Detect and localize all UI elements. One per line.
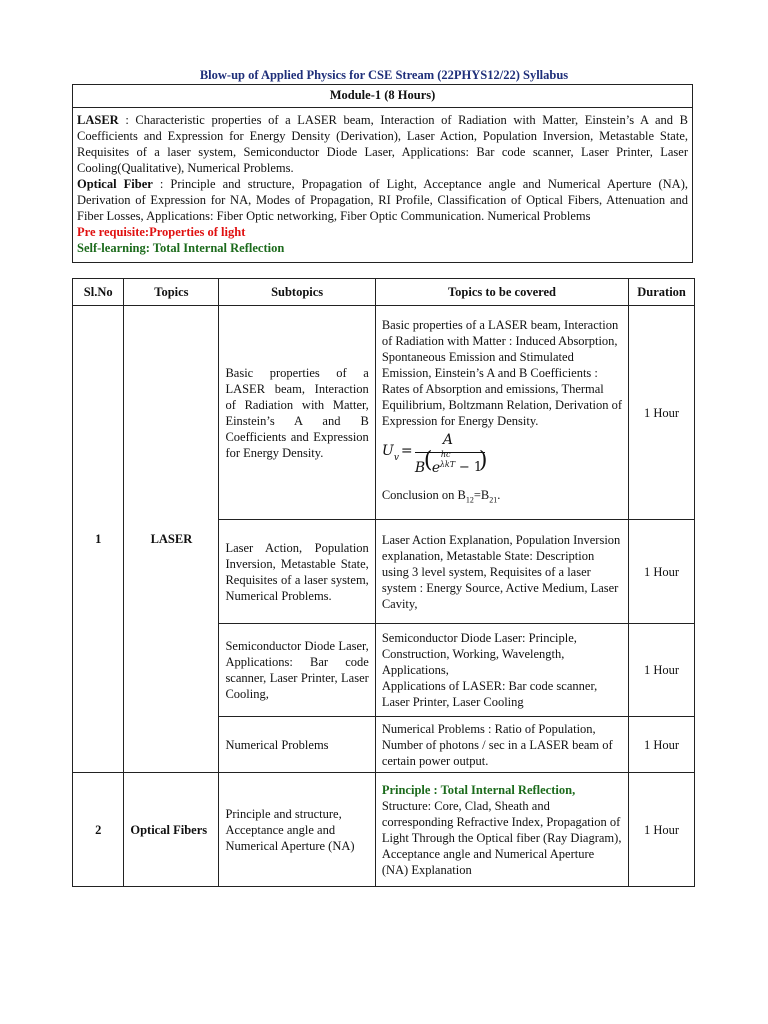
laser-label: LASER bbox=[77, 113, 119, 127]
formula-equals: = bbox=[400, 442, 413, 459]
laser-text: : Characteristic properties of a LASER beam, Interaction of Radiation with Matter, Einstein’s A and B Coefficients and Expression for Energy Density (Derivation), Laser Action, Population Inversion, Metastable State, Requisites of a laser system, Semiconductor Diode Laser, Applications: Bar code scanner, Laser Printer, Laser Cooling(Qualitative), Numerical Problems. bbox=[77, 113, 688, 175]
fiber-text: : Principle and structure, Propagation of Light, Acceptance angle and Numerical Aperture (NA), Derivation of Expression for NA, Modes of Propagation, RI Profile, Classification of Optical Fibers, Attenuation and Fiber Losses, Applications: Fiber Optic networking, Fiber Optic Communication. Numerical Problems bbox=[77, 177, 688, 223]
module-box bbox=[72, 84, 693, 263]
duration-cell: 1 Hour bbox=[629, 717, 695, 773]
fiber-sl-no: 2 bbox=[73, 773, 124, 887]
table-row bbox=[73, 306, 695, 520]
subtopic-cell: Principle and structure, Acceptance angle and Numerical Aperture (NA) bbox=[219, 773, 375, 887]
laser-topic: LASER bbox=[124, 306, 219, 773]
formula-A: A bbox=[442, 431, 453, 448]
subtopic-cell: Basic properties of a LASER beam, Interaction of Radiation with Matter, Einstein’s A and B Coefficients and Expression for Energy Density. bbox=[219, 306, 375, 520]
covered-line-1: Semiconductor Diode Laser: Principle, Construction, Working, Wavelength, Applications, bbox=[381, 631, 577, 677]
duration-cell: 1 Hour bbox=[629, 773, 695, 887]
fiber-label: Optical Fiber bbox=[77, 177, 153, 191]
formula-lambda-kt: λkT bbox=[439, 459, 456, 469]
formula-left-paren: ( bbox=[423, 447, 433, 473]
formula-minus-one: − 1 bbox=[458, 459, 483, 475]
laser-paragraph bbox=[77, 112, 688, 176]
covered-text: Basic properties of a LASER beam, Interaction of Radiation with Matter : Induced Absorption, Spontaneous Emission and Stimulated Emission, Einstein’s A and B Coefficients : Rates of Absorption and emissions, Thermal Equilibrium, Boltzmann Relation, Derivation of Expression for Energy Density. bbox=[381, 317, 623, 428]
formula-U: U bbox=[381, 442, 394, 459]
subtopic-cell: Laser Action, Population Inversion, Metastable State, Requisites of a laser system, Numerical Problems. bbox=[219, 520, 375, 624]
covered-cell bbox=[375, 773, 628, 887]
header-subtopics: Subtopics bbox=[219, 279, 375, 306]
formula-hc: hc bbox=[440, 449, 451, 459]
duration-cell: 1 Hour bbox=[629, 520, 695, 624]
fiber-principle: Principle : Total Internal Reflection, bbox=[381, 782, 576, 797]
topics-table bbox=[72, 278, 695, 887]
document-title: Blow-up of Applied Physics for CSE Stream (22PHYS12/22) Syllabus bbox=[199, 68, 569, 82]
duration-cell: 1 Hour bbox=[629, 624, 695, 717]
covered-cell: Numerical Problems : Ratio of Population, Number of photons / sec in a LASER beam of certain power output. bbox=[375, 717, 628, 773]
conclusion-prefix: Conclusion on B bbox=[381, 487, 466, 502]
formula-right-paren: ) bbox=[478, 447, 488, 473]
subtopic-cell: Semiconductor Diode Laser, Applications: Bar code scanner, Laser Printer, Laser Cooling, bbox=[219, 624, 375, 717]
conclusion-suffix: . bbox=[497, 487, 501, 502]
conclusion-sub-21: 21 bbox=[489, 495, 498, 505]
subtopic-cell: Numerical Problems bbox=[219, 717, 375, 773]
energy-density-formula bbox=[381, 431, 622, 483]
formula-e: e bbox=[431, 459, 441, 476]
header-duration: Duration bbox=[629, 279, 695, 306]
fiber-covered-text: Structure: Core, Clad, Sheath and corresponding Refractive Index, Propagation of Light Through the Optical fiber (Ray Diagram), Acceptance angle and Numerical Aperture (NA) Explanation bbox=[381, 798, 622, 877]
conclusion-sub-12: 12 bbox=[465, 495, 474, 505]
table-row bbox=[73, 773, 695, 887]
module-description bbox=[73, 108, 692, 262]
header-topics: Topics bbox=[124, 279, 219, 306]
fiber-paragraph bbox=[77, 176, 688, 224]
covered-line-2: Applications of LASER: Bar code scanner, Laser Printer, Laser Cooling bbox=[381, 679, 598, 709]
fiber-topic: Optical Fibers bbox=[124, 773, 219, 887]
conclusion-text bbox=[382, 487, 622, 509]
prerequisite-line: Pre requisite:Properties of light bbox=[77, 225, 246, 239]
self-learning-line: Self-learning: Total Internal Reflection bbox=[77, 241, 285, 255]
covered-cell bbox=[375, 624, 628, 717]
header-sl-no: Sl.No bbox=[73, 279, 124, 306]
duration-cell: 1 Hour bbox=[629, 306, 695, 520]
header-topics-covered: Topics to be covered bbox=[375, 279, 628, 306]
table-header-row bbox=[73, 279, 695, 306]
formula-B: B bbox=[414, 459, 426, 476]
formula-v: v bbox=[393, 452, 399, 463]
laser-sl-no: 1 bbox=[73, 306, 124, 773]
covered-cell: Laser Action Explanation, Population Inversion explanation, Metastable State: Description using 3 level system, Requisites of a laser system : Energy Source, Active Medium, Laser Cavity, bbox=[375, 520, 628, 624]
conclusion-equals: =B bbox=[473, 487, 490, 502]
covered-cell bbox=[375, 306, 628, 520]
module-header: Module-1 (8 Hours) bbox=[73, 85, 692, 108]
